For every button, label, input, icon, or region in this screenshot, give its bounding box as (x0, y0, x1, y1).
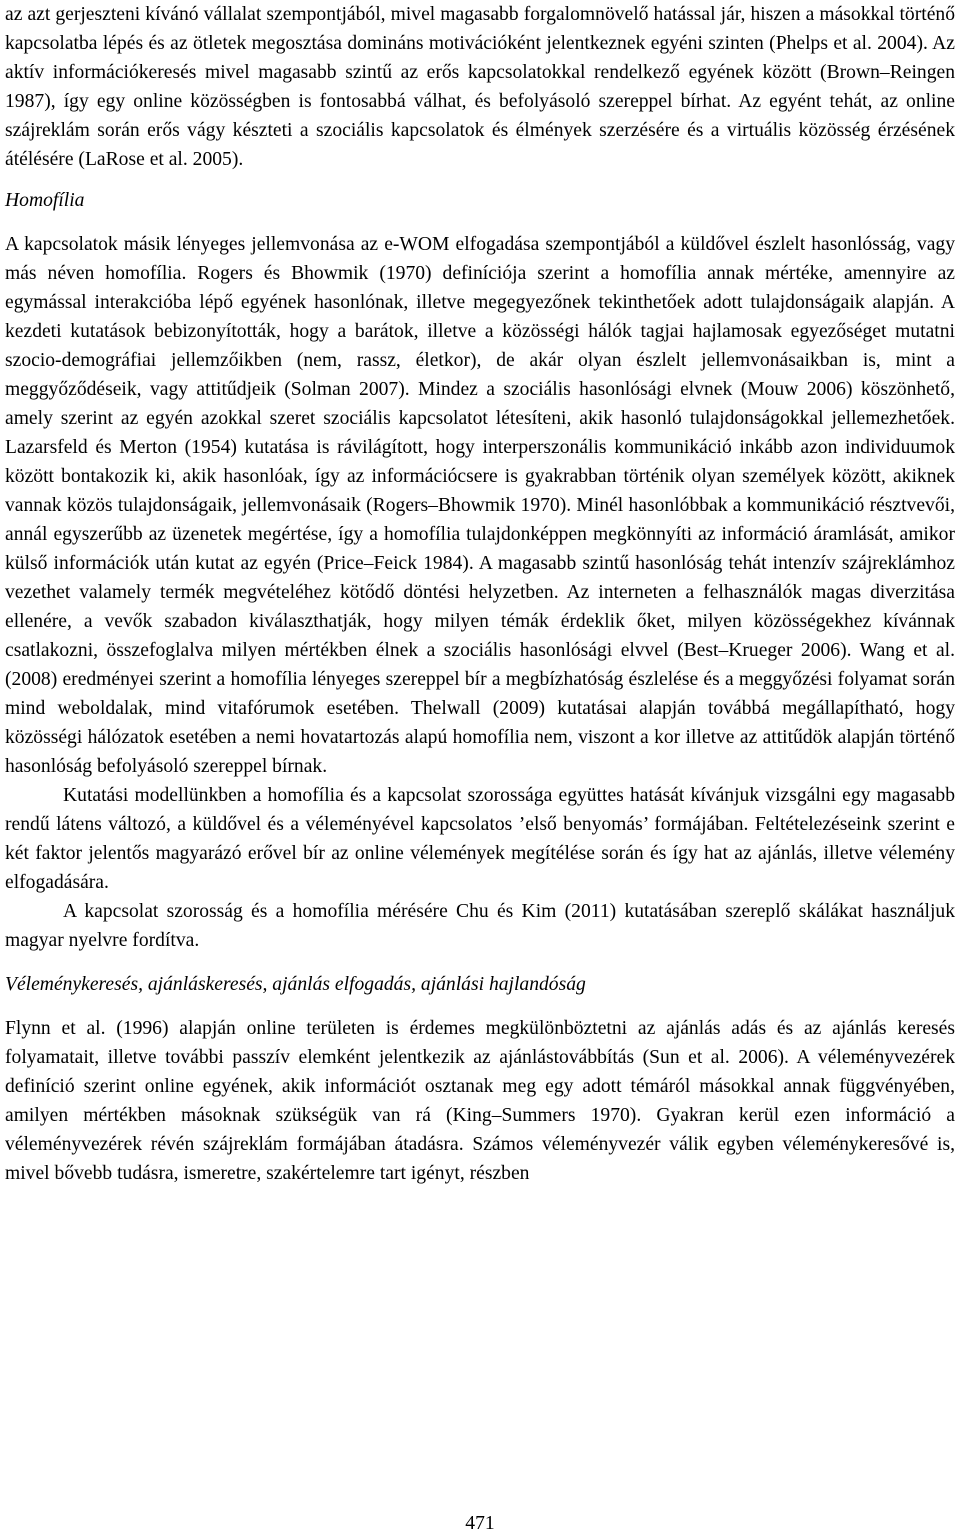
body-paragraph: A kapcsolat szorosság és a homofília mérésére Chu és Kim (2011) kutatásában szereplő skálákat használjuk magyar nyelvre fordítva. (5, 901, 955, 951)
document-page (5, 0, 955, 1188)
section-heading-homofilia: Homofília (5, 190, 85, 211)
body-paragraph: az azt gerjeszteni kívánó vállalat szempontjából, mivel magasabb forgalomnövelő hatással jár, hiszen a másokkal történő kapcsolatba lépés és az ötletek megosztása domináns motivációként jelentkeznek egyéni szinten (Phelps et al. 2004). Az aktív információkeresés mivel magasabb szintű az erős kapcsolatokkal rendelkező egyének között (Brown–Reingen 1987), így egy online közösségben is fontosabbá válhat, és befolyásoló szereppel bírhat. Az egyént tehát, az online szájreklám során erős vágy készteti a szociális kapcsolatok és élmények szerzésére és a virtuális közösség érzésének átélésére (LaRose et al. 2005). (5, 4, 955, 170)
body-paragraph: Flynn et al. (1996) alapján online területen is érdemes megkülönböztetni az ajánlás adás és az ajánlás keresés folyamatait, illetve további passzív elemként jelentkezik az ajánlástovábbítás (Sun et al. 2006). A véleményvezérek definíció szerint online egyének, akik információt osztanak meg egy adott témáról másokkal annak függvényében, amilyen mértékben másoknak szükségük van rá (King–Summers 1970). Gyakran kerül ezen információ a véleményvezérek révén szájreklám formájában átadásra. Számos véleményvezér válik egyben véleménykeresővé is, mivel bővebb tudásra, ismeretre, szakértelemre tart igényt, részben (5, 1018, 955, 1184)
body-paragraph: A kapcsolatok másik lényeges jellemvonása az e-WOM elfogadása szempontjából a küldővel észlelt hasonlósság, vagy más néven homofília. Rogers és Bhowmik (1970) definíciója szerint a homofília annak mértéke, amennyire az egymással interakcióba lépő egyének hasonlónak, illetve megegyezőnek tekinthetőek adott tulajdonságaik alapján. A kezdeti kutatások bebizonyították, hogy a barátok, illetve a közösségi hálók tagjai hajlamosak egyezőséget mutatni szocio-demográfiai jellemzőikben (nem, rassz, életkor), de akár olyan észlelt jellemvonásaikban is, mint a meggyőződéseik, vagy attitűdjeik (Solman 2007). Mindez a szociális hasonlósági elvnek (Mouw 2006) köszönhető, amely szerint az egyén azokkal szeret szociális kapcsolatot létesíteni, akik hasonló tulajdonságokkal jellemezhetőek. Lazarsfeld és Merton (1954) kutatása is rávilágított, hogy interperszonális kommunikáció inkább azon individuumok között bontakozik ki, akik hasonlóak, így az információcsere is gyakrabban történik olyan személyek között, akiknek vannak közös tulajdonságaik, jellemvonásaik (Rogers–Bhowmik 1970). Minél hasonlóbbak a kommunikáció résztvevői, annál egyszerűbb az üzenetek megértése, így a homofília tulajdonképpen megkönnyíti az információ áramlását, amikor külső információk után kutat az egyén (Price–Feick 1984). A magasabb szintű hasonlóság tehát intenzív szájreklámhoz vezethet valamely termék megvételéhez kötődő döntési helyzetben. Az interneten a felhasználók magas diverzitása ellenére, a vevők szabadon kiválaszthatják, hogy milyen témák érdeklik őket, milyen közösségekhez kívánnak csatlakozni, összefoglalva milyen mértékben élnek a szociális hasonlósági elvvel (Best–Krueger 2006). Wang et al. (2008) eredményei szerint a homofília lényeges szereppel bír a megbízhatóság észlelése és a meggyőzési folyamat során mind weboldalak, mind vitafórumok esetében. Thelwall (2009) kutatásai alapján továbbá megállapítható, hogy közösségi hálózatok esetében a nemi hovatartozás alapú homofília nem, viszont a kor illetve az attitűdök alapján történő hasonlóság befolyásoló szereppel bírnak. (5, 234, 955, 777)
body-paragraph: Kutatási modellünkben a homofília és a kapcsolat szorossága együttes hatását kívánjuk vizsgálni egy magasabb rendű látens változó, a küldővel és a véleményével kapcsolatos ’első benyomás’ formájában. Feltételezéseink szerint e két faktor jelentős magyarázó erővel bír az online vélemények megítélése során és így hat az ajánlás, illetve vélemény elfogadására. (5, 785, 955, 893)
page-number: 471 (465, 1513, 495, 1534)
section-heading-velemenykereses: Véleménykeresés, ajánláskeresés, ajánlás elfogadás, ajánlási hajlandóság (5, 974, 586, 995)
